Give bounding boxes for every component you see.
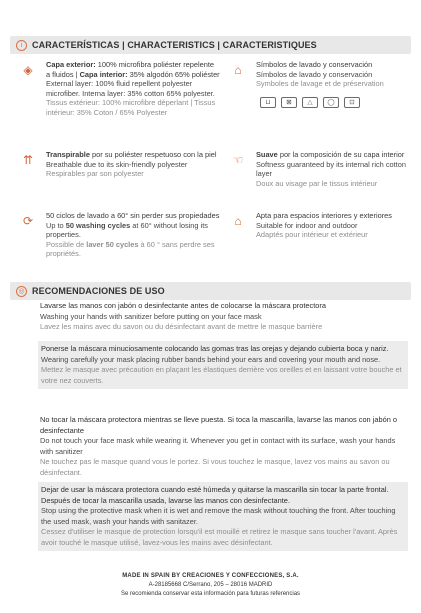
soft-icon: ☜ xyxy=(232,153,244,167)
characteristics-header xyxy=(10,36,411,54)
no-tumble-dry-icon: ⊠ xyxy=(281,97,297,108)
breathable-icon: ⇈ xyxy=(22,153,34,167)
recommendations-title: RECOMENDACIONES DE USO xyxy=(32,286,165,296)
made-in-spain: MADE IN SPAIN BY CREACIONES Y CONFECCIONES, S.A. xyxy=(122,573,299,579)
wash-cycle-icon: ⟳ xyxy=(22,214,34,228)
feature-indoor-en: Suitable for indoor and outdoor xyxy=(256,220,358,230)
feature-layers-en: External layer: 100% fluid repellent polyester microfiber. Interna layer: 35% cotton 65% polyester. xyxy=(46,79,215,98)
feature-indoor-fr: Adaptés pour intérieur et extérieur xyxy=(256,230,368,240)
feature-breathable-es: Transpirable por su poliéster respetuoso con la piel xyxy=(46,150,217,159)
wash-60-icon: ⊔ xyxy=(260,97,276,108)
feature-soft-es: Suave por la composición de su capa interior xyxy=(256,150,405,159)
rec-4-es: Dejar de usar la máscara protectora cuando esté húmeda y quitarse la mascarilla sin tocar la parte frontal. Después de tocar la mascarilla usada, lavarse las manos con desinfectante. xyxy=(41,485,389,505)
dry-clean-icon: ◯ xyxy=(323,97,339,108)
feature-layers-fr: Tissus extérieur: 100% microfibre déperlant | Tissus intérieur: 35% Coton / 65% Polyester xyxy=(46,98,216,117)
keep-info-note: Se recomienda conservar esta información para futuras referencias xyxy=(120,591,301,597)
feature-wash-fr: Possible de laver 50 cycles à 60 ° sans perdre ses propriétés. xyxy=(46,239,215,259)
rec-1-es: Lavarse las manos con jabón o desinfectante antes de colocarse la máscara protectora xyxy=(40,301,326,310)
feature-laundry xyxy=(230,60,410,108)
rec-3-es: No tocar la máscara protectora mientras se lleve puesta. Si toca la mascarilla, lavarse las manos con jabón o desinfectante xyxy=(40,415,397,435)
recommendation-3 xyxy=(40,415,408,478)
rec-4-en: Stop using the protective mask when it is wet and remove the mask without touching the front. After touching the used mask, wash your hands with sanitazer. xyxy=(41,506,396,526)
feature-indoor-outdoor xyxy=(230,211,410,240)
recommendation-4 xyxy=(38,482,408,551)
feature-breathable-en: Breathable due to its skin-friendly polyester xyxy=(46,159,188,169)
feature-breathable xyxy=(20,150,220,179)
feature-soft xyxy=(230,150,410,188)
feature-breathable-fr: Respirables par son polyester xyxy=(46,169,144,179)
feature-layers-es: Capa exterior: 100% microfibra poliéster repelente a fluidos | Capa interior: 35% algodón 65% poliéster xyxy=(46,60,220,79)
recommendation-2 xyxy=(38,341,408,389)
feature-laundry-en: Símbolos de lavado y conservación xyxy=(256,69,373,79)
info-icon: i xyxy=(16,40,27,51)
rec-3-en: Do not touch your face mask while wearing it. Whenever you get in contact with its surface, wash your hands with sanitizer xyxy=(40,436,396,456)
rec-1-en: Washing your hands with sanitizer before putting on your face mask xyxy=(40,311,262,321)
rec-1-fr: Lavez les mains avec du savon ou du désinfectant avant de mettre le masque barrière xyxy=(40,322,323,331)
company-address: A-28185668 C/Serrano, 205 – 28016 MADRID xyxy=(148,582,273,588)
feature-laundry-fr: Symboles de lavage et de préservation xyxy=(256,79,384,89)
laundry-symbols xyxy=(260,97,360,108)
feature-laundry-es: Símbolos de lavado y conservación xyxy=(256,60,373,69)
layers-icon: ◈ xyxy=(23,63,33,77)
feature-wash-es: 50 ciclos de lavado a 60° sin perder sus propiedades xyxy=(46,211,220,220)
recommendation-1 xyxy=(40,301,408,333)
feature-soft-en: Softness guaranteed by its internal rich cotton layer xyxy=(256,159,406,179)
rec-2-es: Ponerse la máscara minuciosamente colocando las gomas tras las orejas y dejando cubierta boca y nariz. xyxy=(41,344,389,353)
iron-icon: ⊡ xyxy=(344,97,360,108)
footer xyxy=(0,572,421,599)
indoor-outdoor-icon: ⌂ xyxy=(234,214,242,228)
no-bleach-icon: △ xyxy=(302,97,318,108)
rec-3-fr: Ne touchez pas le masque quand vous le portez. Si vous touchez le masque, lavez vos mains au savon ou désinfectant. xyxy=(40,457,390,477)
feature-wash-en: Up to 50 washing cycles at 60° without losing its properties. xyxy=(46,220,208,240)
feature-layers xyxy=(20,60,220,118)
feature-indoor-es: Apta para espacios interiores y exteriores xyxy=(256,211,392,220)
recommendation-icon: ◎ xyxy=(16,286,27,297)
rec-2-en: Wearing carefully your mask placing rubber bands behind your ears and covering your mouth and nose. xyxy=(41,354,381,364)
rec-4-fr: Cessez d'utiliser le masque de protection lorsqu'il est mouillé et retirez le masque sans toucher l'avant. Après avoir touché le masque utilisé, lavez-vous les mains avec désinfectant. xyxy=(41,527,398,547)
laundry-icon: ⌂ xyxy=(234,63,242,77)
characteristics-title: CARACTERÍSTICAS | CHARACTERISTICS | CARACTERISTIQUES xyxy=(32,40,317,50)
recommendations-header xyxy=(10,282,411,300)
feature-soft-fr: Doux au visage par le tissus intérieur xyxy=(256,178,378,188)
feature-wash-cycles xyxy=(20,211,220,259)
rec-2-fr: Mettez le masque avec précaution en plaçant les élastiques derrière vos oreilles et en laissant votre bouche et votre nez couverts. xyxy=(41,365,402,385)
